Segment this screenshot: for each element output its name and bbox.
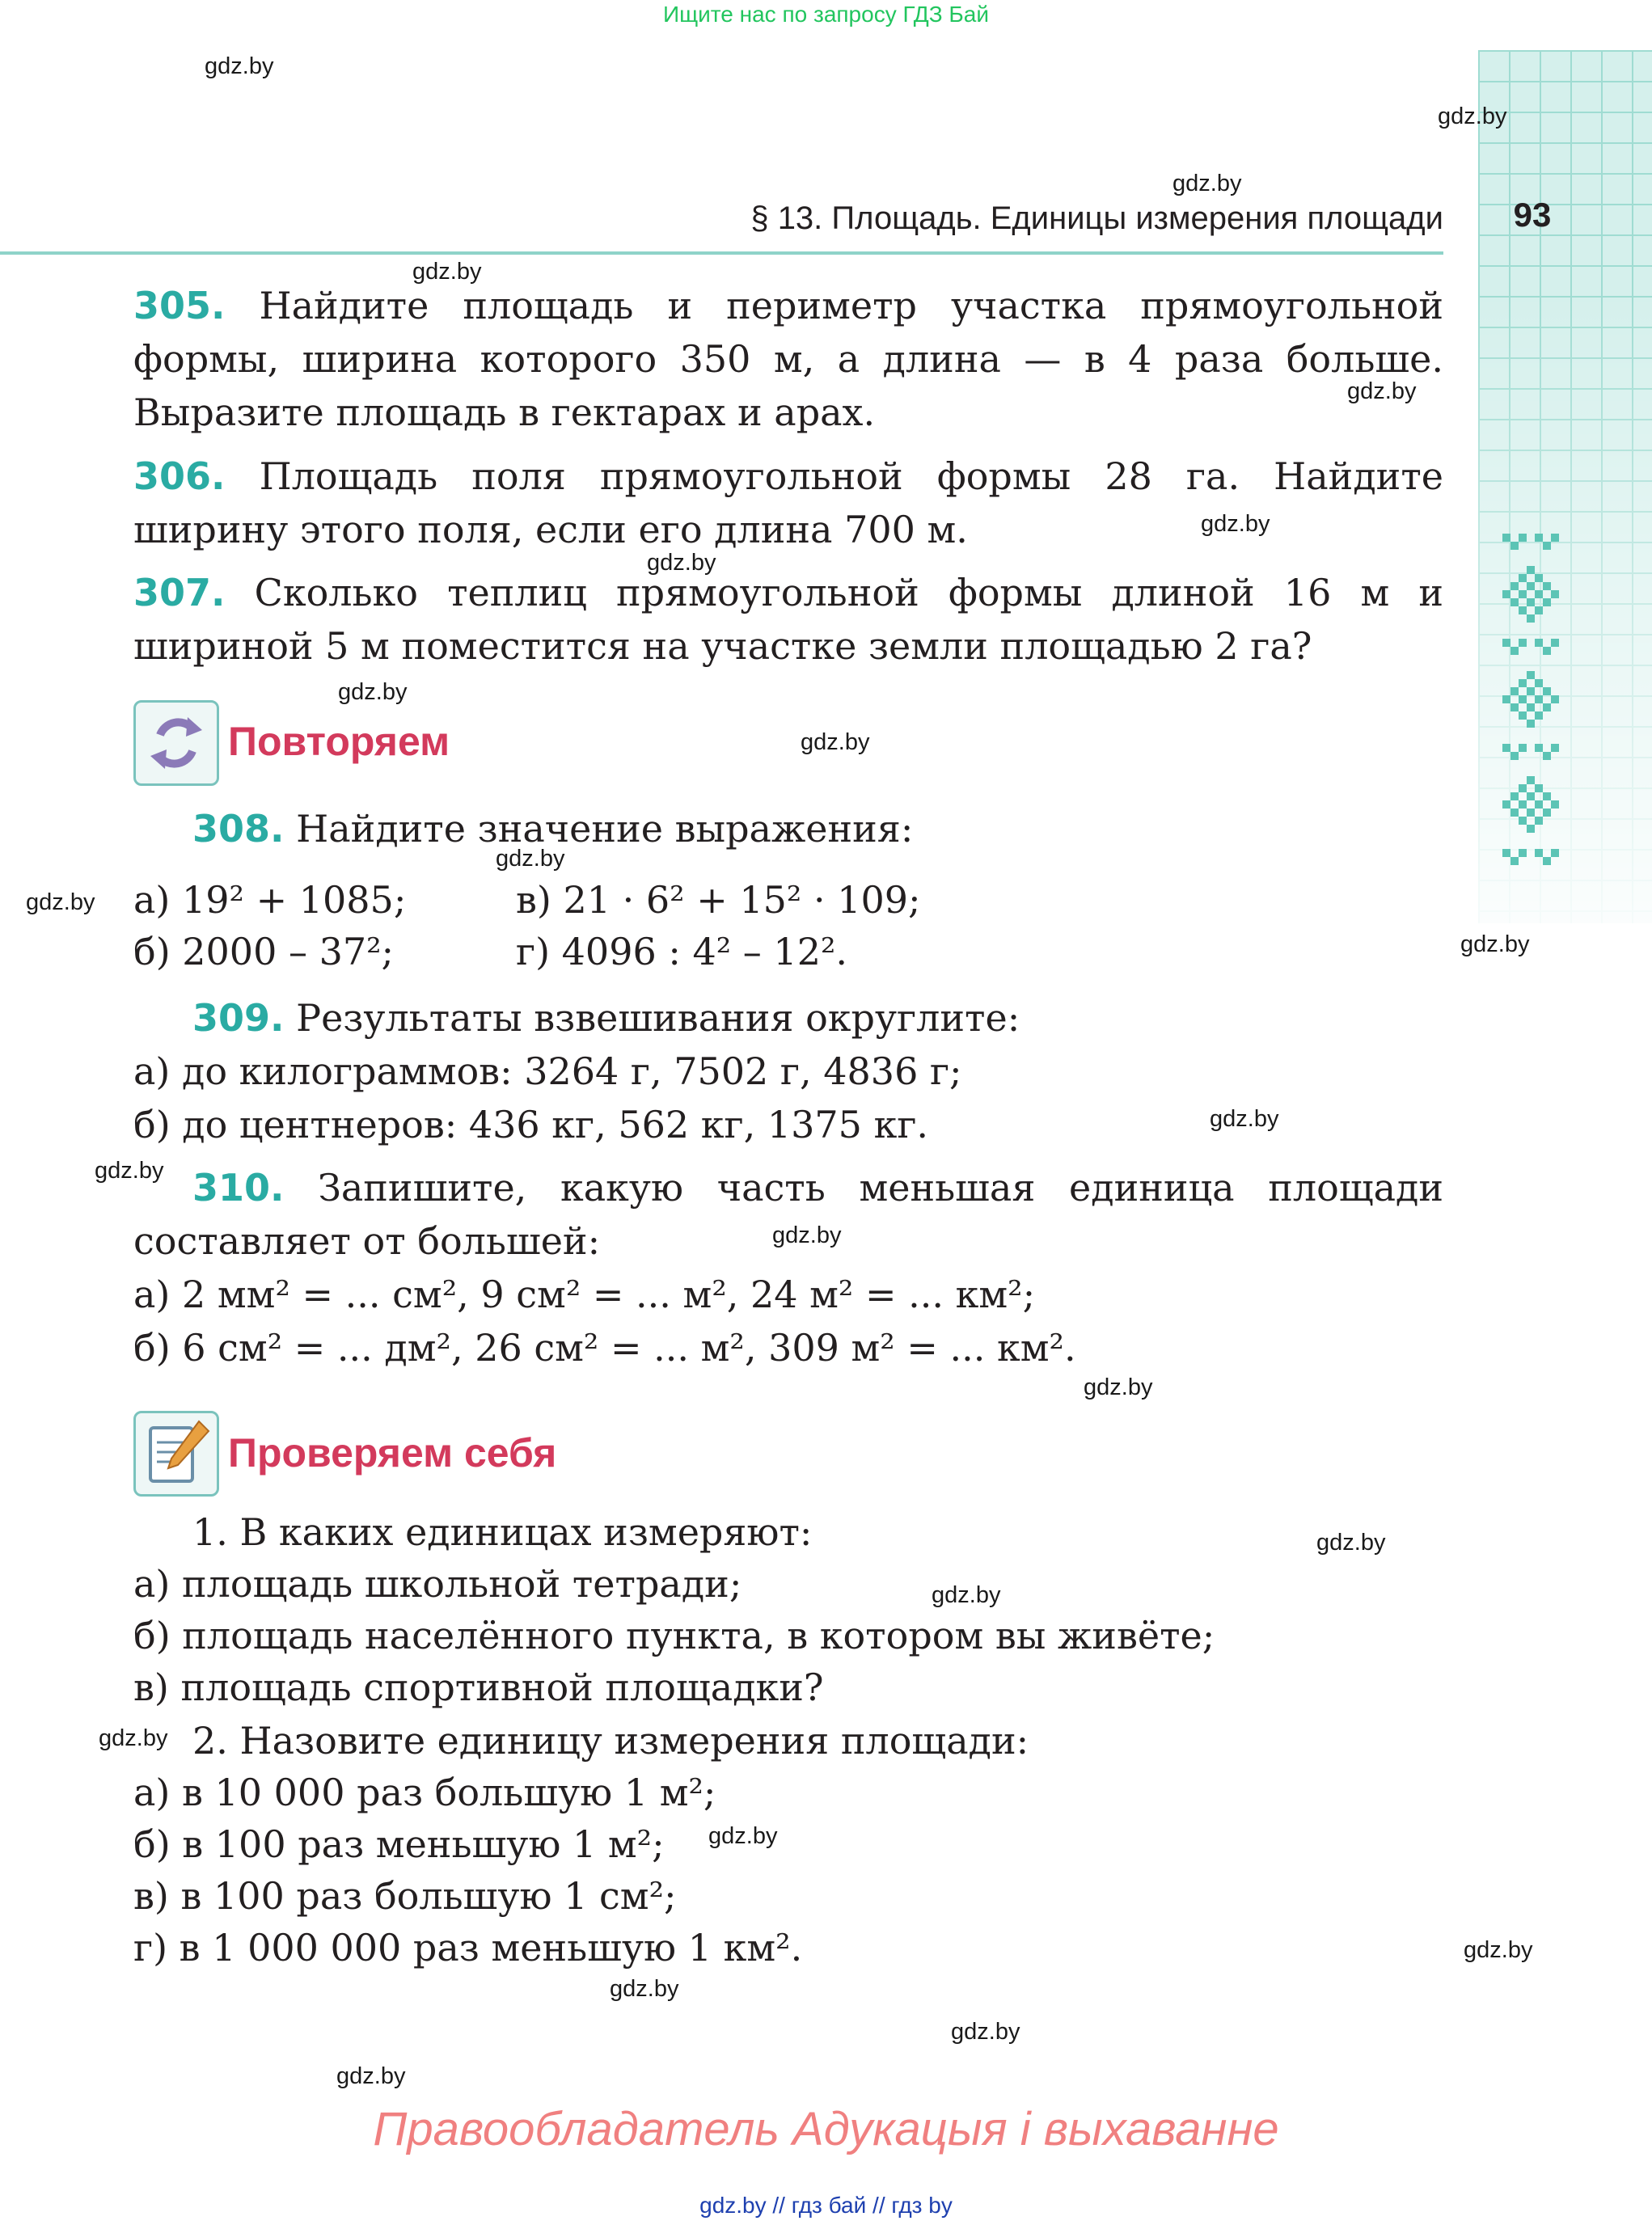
watermark: gdz.by (412, 259, 482, 285)
watermark: gdz.by (26, 889, 95, 915)
problem-306 (133, 450, 1443, 556)
watermark: gdz.by (772, 1222, 842, 1248)
ornament-icon (1502, 534, 1567, 906)
watermark: gdz.by (1438, 103, 1507, 129)
watermark: gdz.by (951, 2019, 1020, 2045)
watermark: gdz.by (801, 729, 870, 755)
refresh-arrows-icon (133, 700, 219, 786)
problem-text: Найдите площадь и периметр участка прямоугольной формы, ширина которого 350 м, а длина — в 4 раза больше. Выразите площадь в гектарах и арах. (133, 284, 1444, 434)
problem-307 (133, 566, 1443, 673)
page-number: 93 (1513, 196, 1552, 234)
problem-305 (133, 279, 1443, 439)
watermark: gdz.by (708, 1823, 778, 1849)
watermark: gdz.by (338, 679, 408, 705)
expression-g: г) 4096 : 4² – 12². (516, 930, 848, 973)
problem-text: Результаты взвешивания округлите: (296, 996, 1020, 1040)
problem-number: 308. (192, 807, 285, 851)
item-a: а) 2 мм² = ... см², 9 см² = ... м², 24 м² = ... км²; (133, 1273, 1036, 1316)
watermark: gdz.by (95, 1158, 164, 1184)
item-b: б) площадь населённого пункта, в котором вы живёте; (133, 1614, 1215, 1657)
section-title: § 13. Площадь. Единицы измерения площади (750, 201, 1443, 236)
top-banner[interactable]: Ищите нас по запросу ГДЗ Бай (662, 2, 990, 27)
watermark: gdz.by (1464, 1937, 1533, 1963)
problem-number: 305. (133, 284, 226, 327)
problem-text: Площадь поля прямоугольной формы 28 га. Найдите ширину этого поля, если его длина 700 м. (133, 454, 1443, 551)
problem-text: Сколько теплиц прямоугольной формы длиной 16 м и шириной 5 м поместится на участке земли площадью 2 га? (133, 571, 1444, 668)
item-v: в) площадь спортивной площадки? (133, 1666, 824, 1709)
watermark: gdz.by (336, 2063, 406, 2089)
watermark: gdz.by (1210, 1106, 1279, 1132)
clipboard-pencil-icon (133, 1411, 219, 1497)
item-v: в) в 100 раз большую 1 см²; (133, 1874, 677, 1918)
item-a: а) площадь школьной тетради; (133, 1562, 742, 1606)
watermark: gdz.by (205, 53, 274, 79)
item-b: б) 6 см² = ... дм², 26 см² = ... м², 309 м² = ... км². (133, 1326, 1076, 1370)
problem-309 (192, 991, 1020, 1045)
watermark: gdz.by (1201, 511, 1270, 537)
expression-b: б) 2000 – 37²; (133, 930, 395, 973)
expression-v: в) 21 · 6² + 15² · 109; (516, 878, 921, 922)
expression-a: а) 19² + 1085; (133, 878, 407, 922)
item-b: б) в 100 раз меньшую 1 м²; (133, 1822, 665, 1866)
watermark: gdz.by (1460, 931, 1530, 957)
item-a: а) до килограммов: 3264 г, 7502 г, 4836 г; (133, 1049, 962, 1093)
problem-number: 310. (192, 1166, 285, 1210)
watermark: gdz.by (1347, 378, 1417, 404)
problem-number: 307. (133, 571, 226, 614)
footer-links[interactable]: gdz.by // гдз бай // гдз by (699, 2193, 953, 2218)
section-heading-check: Проверяем себя (228, 1430, 557, 1476)
item-b: б) до центнеров: 436 кг, 562 кг, 1375 кг. (133, 1103, 929, 1146)
watermark: gdz.by (932, 1582, 1001, 1608)
watermark: gdz.by (610, 1976, 679, 2002)
copyright-notice: Правообладатель Адукацыя і выхаванне (373, 2103, 1279, 2155)
watermark: gdz.by (1316, 1530, 1386, 1556)
problem-number: 306. (133, 454, 226, 498)
watermark: gdz.by (1084, 1374, 1153, 1400)
problem-number: 309. (192, 996, 285, 1040)
header-divider (0, 251, 1443, 255)
problem-text: Найдите значение выражения: (296, 807, 914, 851)
question-1: 1. В каких единицах измеряют: (192, 1510, 813, 1554)
item-a: а) в 10 000 раз большую 1 м²; (133, 1771, 716, 1814)
question-2: 2. Назовите единицу измерения площади: (192, 1719, 1029, 1763)
watermark: gdz.by (647, 550, 716, 576)
item-g: г) в 1 000 000 раз меньшую 1 км². (133, 1926, 803, 1970)
watermark: gdz.by (1172, 171, 1242, 196)
problem-text: Запишите, какую часть меньшая единица площади составляет от большей: (133, 1166, 1444, 1263)
problem-310 (133, 1161, 1443, 1268)
watermark: gdz.by (496, 846, 565, 872)
watermark: gdz.by (99, 1725, 168, 1751)
section-heading-repeat: Повторяем (228, 719, 450, 764)
